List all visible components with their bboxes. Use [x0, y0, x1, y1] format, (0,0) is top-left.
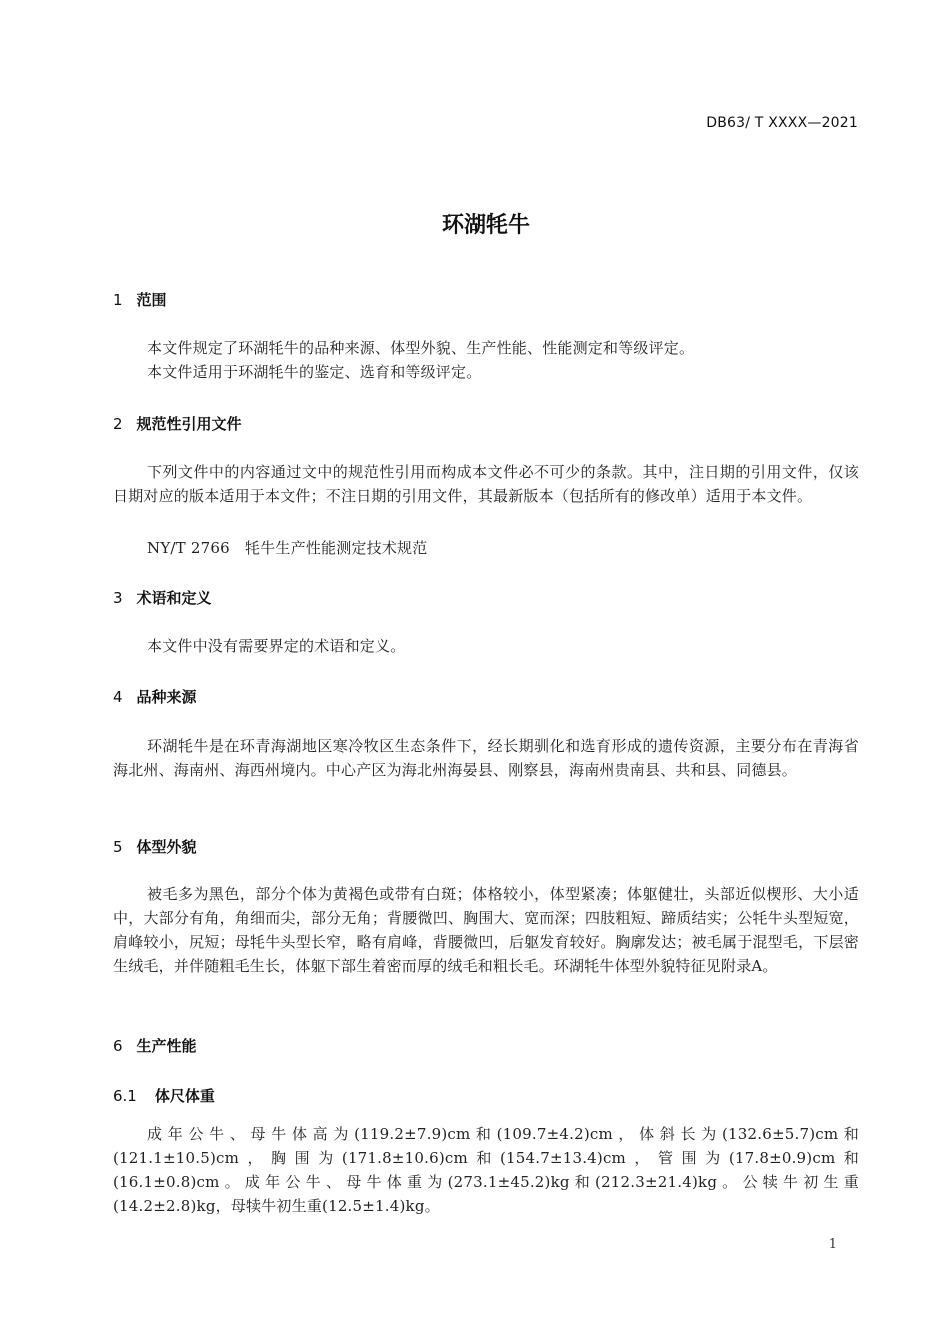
section-number: 3 [113, 589, 123, 607]
section-title: 品种来源 [136, 688, 197, 706]
section-title: 规范性引用文件 [136, 415, 242, 433]
section-2-heading [113, 413, 242, 434]
page-number: 1 [828, 1237, 837, 1252]
section-title: 体尺体重 [154, 1087, 215, 1105]
section-title: 生产性能 [136, 1037, 197, 1055]
section-6-heading [113, 1035, 197, 1056]
paragraph: 本文件适用于环湖牦牛的鉴定、选育和等级评定。 [147, 363, 482, 381]
section-1-heading [113, 289, 167, 310]
section-title: 范围 [136, 291, 167, 309]
section-4-heading [113, 686, 197, 707]
paragraph: 本文件中没有需要界定的术语和定义。 [147, 637, 406, 655]
section-number: 6.1 [113, 1087, 137, 1105]
section-6-1-heading [113, 1085, 215, 1106]
paragraph: 成年公牛、母牛体高为(119.2±7.9)cm和(109.7±4.2)cm，体斜长为(132.6±5.7)cm和(121.1±10.5)cm，胸围为(171.8±10.6)cm和(154.7±13.4)cm，管围为(17.8±0.9)cm和(16.1±0.8)cm。成年公牛、母牛体重为(273.1±45.2)kg和(212.3±21.4)kg。公犊牛初生重(14.2±2.8)kg，母犊牛初生重(12.5±1.4)kg。 [113, 1125, 859, 1215]
section-number: 5 [113, 838, 123, 856]
section-title: 术语和定义 [136, 589, 212, 607]
standard-code: DB63/ T XXXX—2021 [706, 115, 858, 131]
section-number: 6 [113, 1037, 123, 1055]
paragraph: 被毛多为黑色，部分个体为黄褐色或带有白斑；体格较小，体型紧凑；体躯健壮，头部近似楔形、大小适中，大部分有角，角细而尖，部分无角；背腰微凹、胸围大、宽而深；四肢粗短、蹄质结实；公牦牛头型短宽，肩峰较小，尻短；母牦牛头型长窄，略有肩峰，背腰微凹，后躯发育较好。胸廓发达；被毛属于混型毛，下层密生绒毛，并伴随粗毛生长，体躯下部生着密而厚的绒毛和粗长毛。环湖牦牛体型外貌特征见附录A。 [113, 885, 859, 975]
section-number: 1 [113, 291, 123, 309]
normative-reference: NY/T 2766 牦牛生产性能测定技术规范 [147, 539, 428, 557]
section-number: 2 [113, 415, 123, 433]
section-number: 4 [113, 688, 123, 706]
section-3-heading [113, 587, 212, 608]
paragraph: 环湖牦牛是在环青海湖地区寒冷牧区生态条件下，经长期驯化和选育形成的遗传资源，主要分布在青海省海北州、海南州、海西州境内。中心产区为海北州海晏县、刚察县，海南州贵南县、共和县、同德县。 [113, 737, 859, 779]
paragraph: 下列文件中的内容通过文中的规范性引用而构成本文件必不可少的条款。其中，注日期的引用文件，仅该日期对应的版本适用于本文件；不注日期的引用文件，其最新版本（包括所有的修改单）适用于本文件。 [113, 463, 859, 505]
section-5-heading [113, 836, 197, 857]
document-title: 环湖牦牛 [441, 213, 530, 238]
paragraph: 本文件规定了环湖牦牛的品种来源、体型外貌、生产性能、性能测定和等级评定。 [147, 339, 695, 357]
section-title: 体型外貌 [136, 838, 197, 856]
